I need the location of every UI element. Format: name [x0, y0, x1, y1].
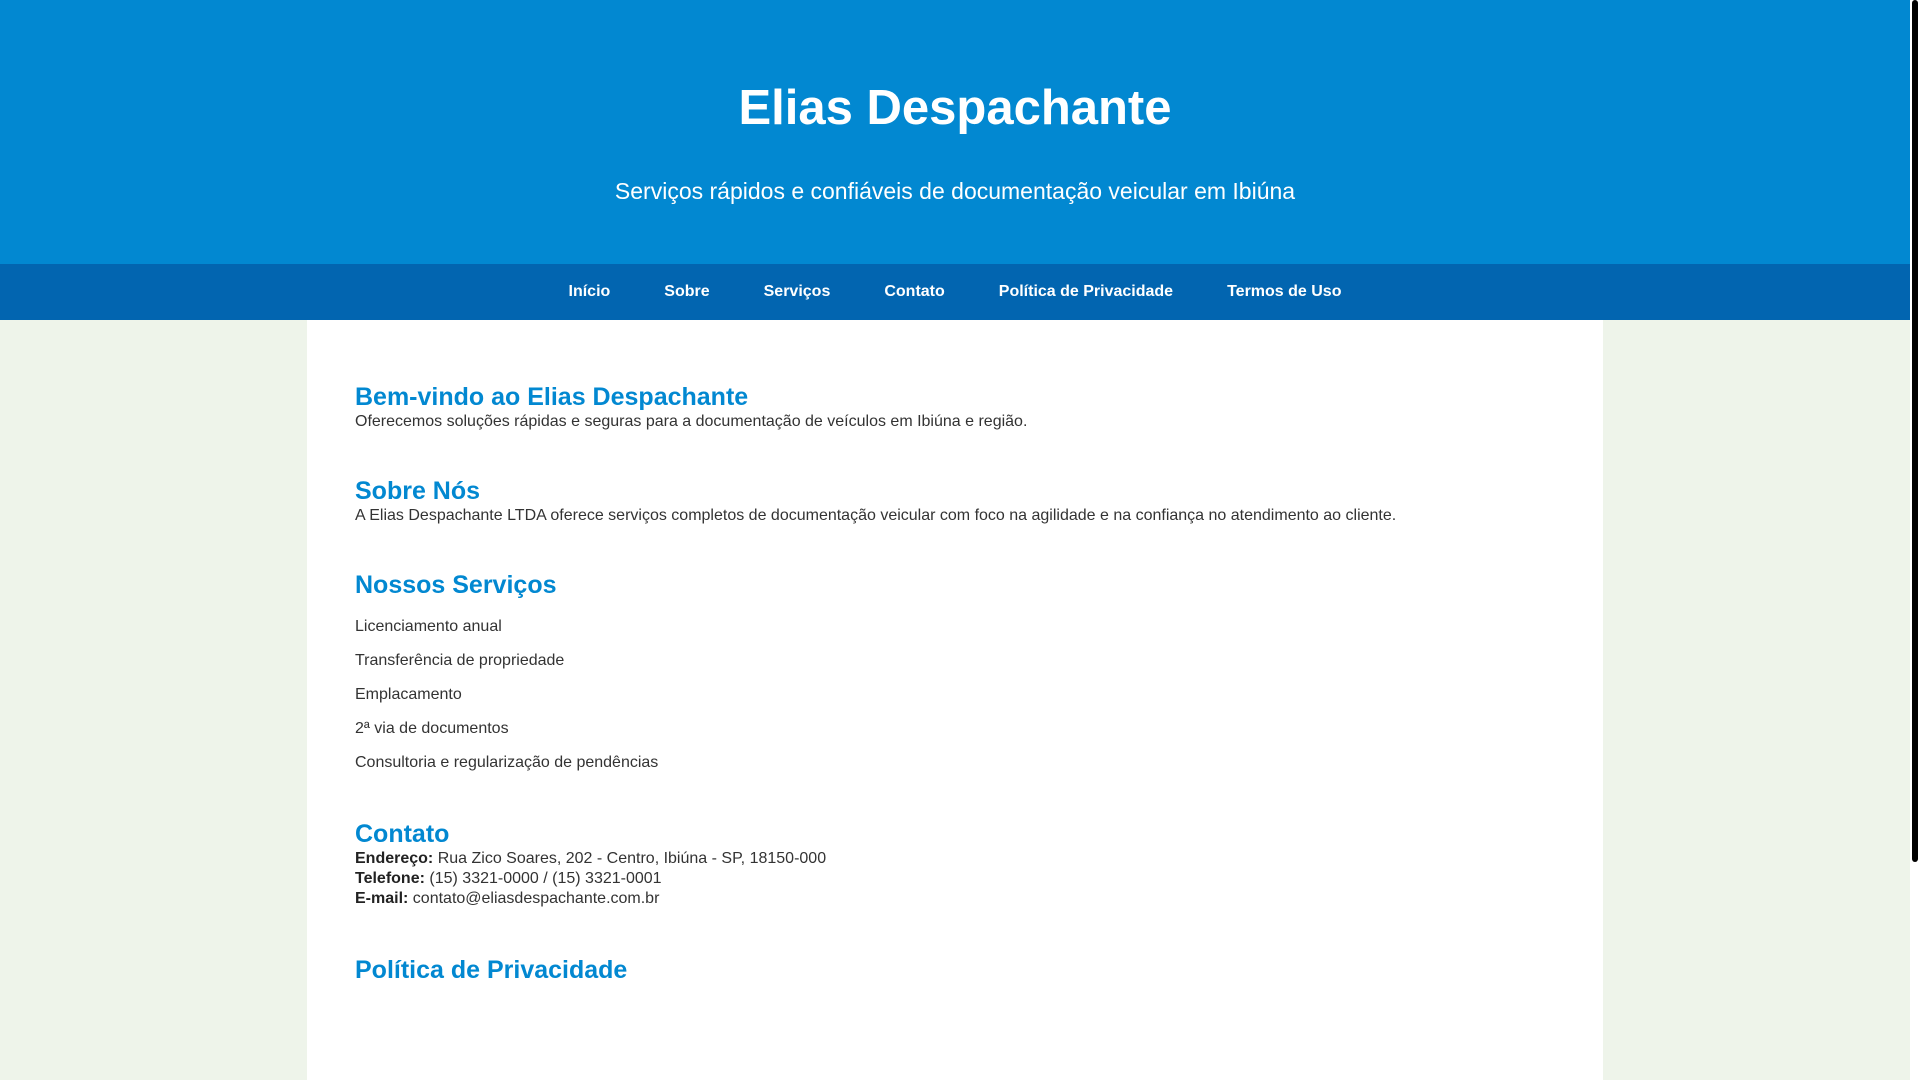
- services-section: [355, 570, 1555, 773]
- welcome-section: [355, 382, 1555, 432]
- service-item: 2ª via de documentos: [355, 720, 509, 737]
- nav-link-contato[interactable]: Contato: [884, 283, 945, 300]
- service-item: Emplacamento: [355, 686, 462, 703]
- contact-heading: Contato: [355, 820, 450, 848]
- nav-link-servicos[interactable]: Serviços: [763, 283, 831, 300]
- nav-link-privacidade[interactable]: Política de Privacidade: [998, 283, 1174, 300]
- services-list: [355, 617, 1555, 773]
- contact-address: [355, 849, 1555, 869]
- site-subtitle: Serviços rápidos e confiáveis de documentação veicular em Ibiúna: [614, 178, 1296, 204]
- main-nav: [0, 264, 1910, 320]
- nav-link-sobre[interactable]: Sobre: [664, 283, 710, 300]
- welcome-text: Oferecemos soluções rápidas e seguras para a documentação de veículos em Ibiúna e região.: [355, 413, 1028, 430]
- privacy-section: [355, 955, 1555, 985]
- service-item: Licenciamento anual: [355, 618, 502, 635]
- site-header: [0, 0, 1910, 264]
- address-label: Endereço:: [355, 850, 434, 867]
- address-value: Rua Zico Soares, 202 - Centro, Ibiúna - SP, 18150-000: [437, 850, 827, 867]
- about-section: [355, 476, 1555, 526]
- nav-link-inicio[interactable]: Início: [568, 283, 611, 300]
- privacy-heading: Política de Privacidade: [355, 956, 628, 984]
- page-scrollbar[interactable]: [1910, 0, 1920, 1080]
- welcome-heading: Bem-vindo ao Elias Despachante: [355, 383, 749, 411]
- site-title: Elias Despachante: [738, 81, 1172, 135]
- nav-link-termos[interactable]: Termos de Uso: [1227, 283, 1342, 300]
- services-heading: Nossos Serviços: [355, 571, 557, 599]
- service-item: Transferência de propriedade: [355, 652, 565, 669]
- about-text: A Elias Despachante LTDA oferece serviços completos de documentação veicular com foco na agilidade e na confiança no atendimento ao cliente.: [355, 507, 1397, 524]
- contact-section: [355, 819, 1555, 909]
- contact-email: [355, 889, 1555, 909]
- email-value: contato@eliasdespachante.com.br: [412, 890, 660, 907]
- service-item: Consultoria e regularização de pendências: [355, 754, 659, 771]
- phone-value: (15) 3321-0000 / (15) 3321-0001: [429, 870, 662, 887]
- about-heading: Sobre Nós: [355, 477, 481, 505]
- contact-phone: [355, 869, 1555, 889]
- phone-label: Telefone:: [355, 870, 425, 887]
- email-label: E-mail:: [355, 890, 409, 907]
- main-content: [307, 320, 1603, 1080]
- scrollbar-thumb[interactable]: [1912, 0, 1918, 862]
